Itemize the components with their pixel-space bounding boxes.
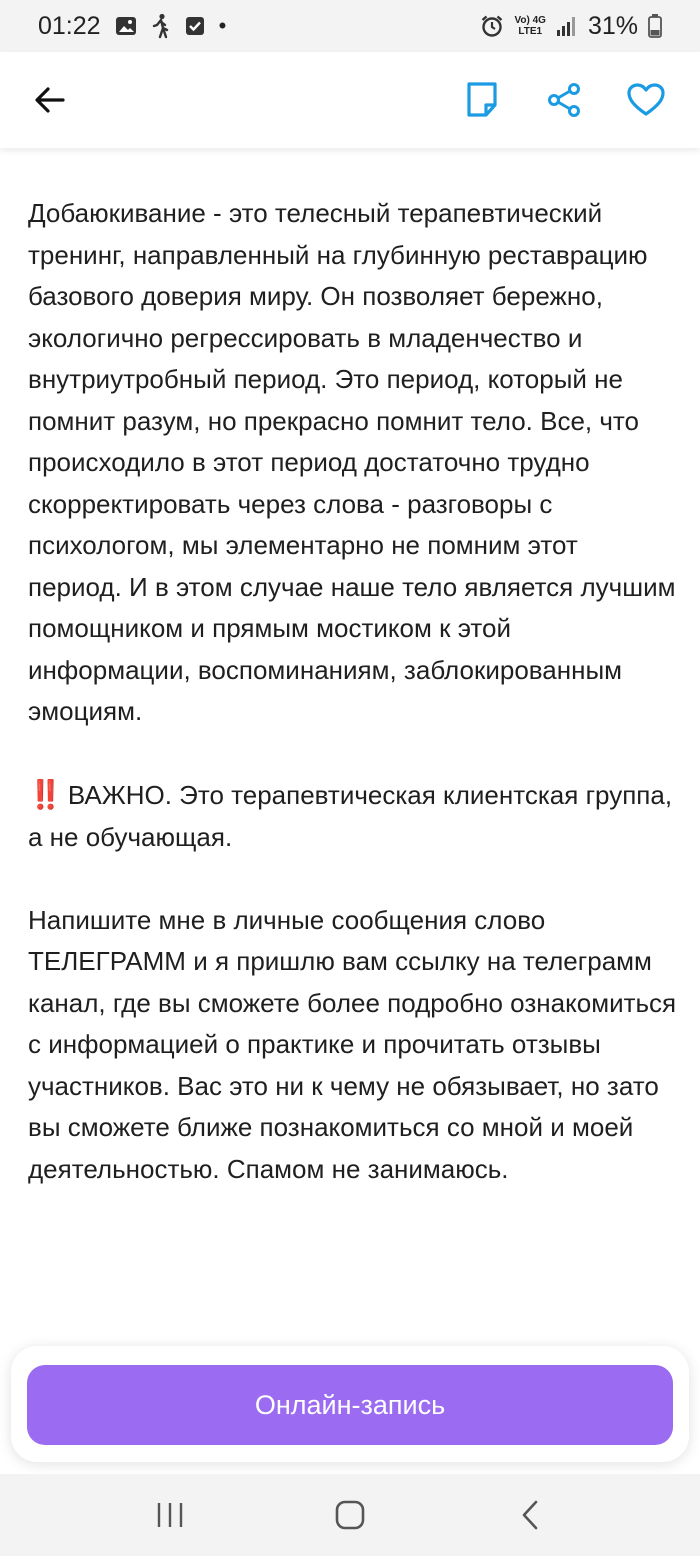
recent-apps-icon[interactable] [140, 1485, 200, 1545]
system-nav-bar [0, 1474, 700, 1556]
double-exclamation-icon: ‼️ [28, 779, 60, 810]
heart-icon[interactable] [622, 76, 670, 124]
online-booking-button[interactable]: Онлайн-запись [27, 1365, 673, 1445]
home-icon[interactable] [320, 1485, 380, 1545]
notification-dot: • [218, 13, 227, 38]
status-right [480, 12, 662, 41]
gallery-icon [115, 15, 137, 37]
signal-icon [556, 15, 578, 37]
network-label [514, 15, 545, 37]
app-bar [0, 52, 700, 148]
walking-icon [151, 13, 171, 39]
paragraph-intro: Добаюкивание - это телесный терапевтический тренинг, направленный на глубинную реставрацию базового доверия миру. Он позволяет бережно, экологично регрессировать в младенчество и внутриутробный период. Это период, который не помнит разум, но прекрасно помнит тело. Все, что происходило в этот период достаточно трудно скорректировать через слова - разговоры с психологом, мы элементарно не помним этот период. И в этом случае наше тело является лучшим помощником и прямым мостиком к этой информации, воспоминаниям, заблокированным эмоциям. [28, 198, 676, 726]
battery-icon [648, 14, 662, 38]
paragraph-contact: Напишите мне в личные сообщения слово ТЕЛЕГРАММ и я пришлю вам ссылку на телеграмм канал, где вы сможете более подробно ознакомиться с информацией о практике и прочитать отзывы участников. Вас это ни к чему не обязывает, но зато вы сможете ближе познакомиться со мной и моей деятельностью. Спамом не занимаюсь. [28, 904, 677, 1184]
back-icon[interactable] [500, 1485, 560, 1545]
status-time: 01:22 [38, 11, 101, 40]
paragraph-warning [28, 774, 678, 858]
warning-text: ВАЖНО. Это терапевтическая клиентская группа, а не обучающая. [28, 780, 673, 852]
back-arrow-icon[interactable] [28, 78, 72, 122]
share-icon[interactable] [540, 76, 588, 124]
network-top: Vo) 4G [514, 15, 546, 26]
cta-container [11, 1346, 689, 1462]
status-left [38, 12, 226, 41]
checkbox-icon [185, 16, 205, 36]
network-bottom: LTE1 [518, 26, 543, 37]
alarm-icon [480, 14, 504, 38]
battery-percent: 31% [587, 11, 638, 40]
status-bar [0, 0, 700, 52]
app-bar-actions [458, 76, 672, 124]
description-text [28, 193, 678, 1190]
note-icon[interactable] [458, 76, 506, 124]
